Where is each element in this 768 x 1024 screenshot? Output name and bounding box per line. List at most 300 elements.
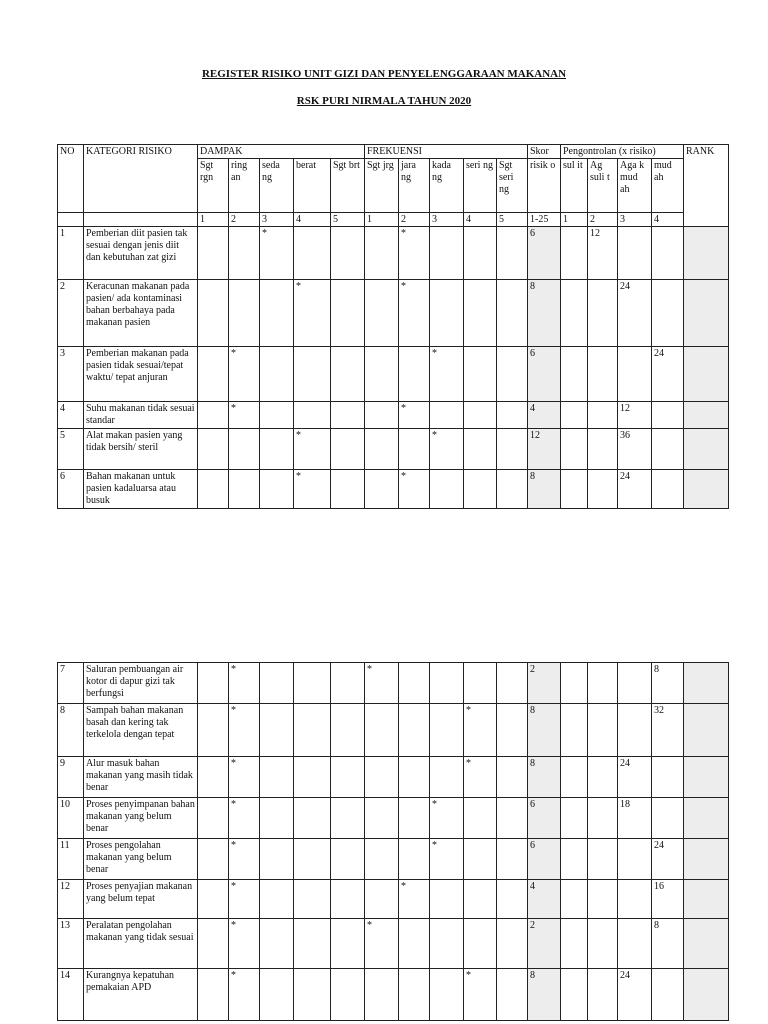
row-rank	[684, 347, 729, 402]
row-no: 13	[58, 919, 84, 969]
kontrol-value: 24	[618, 470, 652, 509]
kontrol-sub-1: sul it	[561, 159, 588, 213]
dampak-sub-2: ring an	[229, 159, 260, 213]
row-kategori: Sampah bahan makanan basah dan kering tak terkelola dengan tepat	[84, 704, 198, 757]
kontrol-cell	[588, 704, 618, 757]
row-no: 7	[58, 663, 84, 704]
dampak-cell	[331, 839, 365, 880]
kontrol-cell	[588, 280, 618, 347]
kontrol-cell	[588, 880, 618, 919]
kontrol-cell	[561, 839, 588, 880]
row-kategori: Suhu makanan tidak sesuai standar	[84, 402, 198, 429]
row-rank	[684, 429, 729, 470]
frekuensi-cell	[464, 347, 497, 402]
frekuensi-cell	[464, 880, 497, 919]
row-rank	[684, 880, 729, 919]
dampak-cell	[229, 429, 260, 470]
frekuensi-cell	[430, 969, 464, 1021]
header-row-numbers	[58, 213, 729, 227]
row-rank	[684, 919, 729, 969]
frekuensi-cell	[399, 839, 430, 880]
frekuensi-cell	[497, 470, 528, 509]
dampak-mark: *	[229, 798, 260, 839]
row-no: 1	[58, 227, 84, 280]
frekuensi-cell	[430, 280, 464, 347]
row-kategori: Kurangnya kepatuhan pemakaian APD	[84, 969, 198, 1021]
kontrol-cell	[561, 227, 588, 280]
frekuensi-cell	[497, 919, 528, 969]
dampak-cell	[331, 969, 365, 1021]
kontrol-cell	[618, 839, 652, 880]
frekuensi-cell	[365, 969, 399, 1021]
frekuensi-cell	[365, 227, 399, 280]
frekuensi-sub-4: seri ng	[464, 159, 497, 213]
frekuensi-num-1: 1	[365, 213, 399, 227]
row-skor: 8	[528, 280, 561, 347]
frekuensi-sub-5: Sgt seri ng	[497, 159, 528, 213]
dampak-cell	[331, 227, 365, 280]
kontrol-cell	[652, 757, 684, 798]
kontrol-cell	[561, 347, 588, 402]
row-rank	[684, 227, 729, 280]
dampak-cell	[331, 880, 365, 919]
dampak-num-4: 4	[294, 213, 331, 227]
kontrol-value: 12	[618, 402, 652, 429]
row-skor: 6	[528, 347, 561, 402]
row-rank	[684, 663, 729, 704]
table-row	[58, 880, 729, 919]
skor-range: 1-25	[528, 213, 561, 227]
dampak-sub-1: Sgt rgn	[198, 159, 229, 213]
frekuensi-cell	[497, 839, 528, 880]
row-skor: 6	[528, 798, 561, 839]
dampak-num-5: 5	[331, 213, 365, 227]
table-row	[58, 280, 729, 347]
row-skor: 4	[528, 880, 561, 919]
dampak-cell	[260, 839, 294, 880]
kontrol-value: 24	[652, 839, 684, 880]
dampak-cell	[229, 227, 260, 280]
row-rank	[684, 704, 729, 757]
frekuensi-cell	[399, 429, 430, 470]
dampak-cell	[198, 880, 229, 919]
dampak-cell	[260, 347, 294, 402]
frekuensi-sub-2: jara ng	[399, 159, 430, 213]
table-row	[58, 798, 729, 839]
dampak-cell	[260, 470, 294, 509]
dampak-cell	[294, 798, 331, 839]
kontrol-cell	[652, 798, 684, 839]
dampak-mark: *	[229, 839, 260, 880]
dampak-mark: *	[294, 280, 331, 347]
frekuensi-cell	[497, 757, 528, 798]
row-rank	[684, 969, 729, 1021]
frekuensi-mark: *	[365, 663, 399, 704]
row-no: 6	[58, 470, 84, 509]
kontrol-cell	[618, 227, 652, 280]
frekuensi-cell	[497, 429, 528, 470]
frekuensi-num-3: 3	[430, 213, 464, 227]
frekuensi-cell	[399, 757, 430, 798]
frekuensi-cell	[497, 227, 528, 280]
dampak-mark: *	[229, 663, 260, 704]
frekuensi-cell	[497, 880, 528, 919]
dampak-num-3: 3	[260, 213, 294, 227]
dampak-cell	[198, 757, 229, 798]
kontrol-cell	[588, 969, 618, 1021]
dampak-mark: *	[294, 429, 331, 470]
kontrol-value: 18	[618, 798, 652, 839]
dampak-cell	[198, 347, 229, 402]
dampak-cell	[260, 919, 294, 969]
document-title: REGISTER RISIKO UNIT GIZI DAN PENYELENGGARAAN MAKANAN	[201, 68, 567, 80]
dampak-cell	[294, 663, 331, 704]
table-row	[58, 429, 729, 470]
frekuensi-num-2: 2	[399, 213, 430, 227]
dampak-cell	[198, 227, 229, 280]
dampak-cell	[260, 280, 294, 347]
frekuensi-cell	[430, 402, 464, 429]
document-subtitle: RSK PURI NIRMALA TAHUN 2020	[296, 95, 472, 107]
dampak-cell	[260, 757, 294, 798]
kontrol-cell	[652, 470, 684, 509]
frekuensi-mark: *	[464, 704, 497, 757]
dampak-cell	[198, 280, 229, 347]
frekuensi-mark: *	[464, 757, 497, 798]
frekuensi-cell	[464, 663, 497, 704]
dampak-mark: *	[229, 919, 260, 969]
row-rank	[684, 470, 729, 509]
header-rank: RANK	[684, 145, 729, 227]
dampak-cell	[198, 839, 229, 880]
frekuensi-cell	[430, 757, 464, 798]
kontrol-cell	[561, 798, 588, 839]
dampak-cell	[331, 704, 365, 757]
dampak-cell	[294, 880, 331, 919]
header-row-groups	[58, 145, 729, 159]
dampak-num-1: 1	[198, 213, 229, 227]
row-skor: 12	[528, 429, 561, 470]
frekuensi-mark: *	[464, 969, 497, 1021]
dampak-cell	[331, 663, 365, 704]
dampak-mark: *	[229, 347, 260, 402]
kontrol-cell	[618, 347, 652, 402]
frekuensi-cell	[497, 347, 528, 402]
frekuensi-cell	[399, 704, 430, 757]
kontrol-value: 8	[652, 663, 684, 704]
frekuensi-cell	[365, 880, 399, 919]
kontrol-cell	[618, 919, 652, 969]
frekuensi-cell	[365, 347, 399, 402]
risk-register-table-part1	[57, 144, 729, 509]
kontrol-cell	[588, 757, 618, 798]
row-rank	[684, 757, 729, 798]
row-kategori: Peralatan pengolahan makanan yang tidak sesuai	[84, 919, 198, 969]
kontrol-cell	[652, 402, 684, 429]
kontrol-cell	[588, 798, 618, 839]
row-no: 2	[58, 280, 84, 347]
row-no: 9	[58, 757, 84, 798]
dampak-cell	[331, 402, 365, 429]
row-skor: 6	[528, 227, 561, 280]
frekuensi-cell	[464, 798, 497, 839]
kontrol-cell	[561, 429, 588, 470]
dampak-num-2: 2	[229, 213, 260, 227]
kontrol-value: 24	[618, 969, 652, 1021]
frekuensi-mark: *	[430, 347, 464, 402]
dampak-cell	[294, 704, 331, 757]
frekuensi-cell	[430, 880, 464, 919]
header-kategori: KATEGORI RISIKO	[84, 145, 198, 213]
kontrol-value: 32	[652, 704, 684, 757]
header-no: NO	[58, 145, 84, 213]
kontrol-cell	[588, 347, 618, 402]
frekuensi-cell	[464, 839, 497, 880]
row-rank	[684, 798, 729, 839]
frekuensi-cell	[399, 798, 430, 839]
kontrol-cell	[588, 429, 618, 470]
table-row	[58, 347, 729, 402]
frekuensi-cell	[497, 280, 528, 347]
row-skor: 6	[528, 839, 561, 880]
risk-register-table-part2	[57, 662, 729, 1021]
dampak-mark: *	[229, 969, 260, 1021]
row-skor: 8	[528, 470, 561, 509]
dampak-cell	[229, 470, 260, 509]
dampak-cell	[198, 704, 229, 757]
row-kategori: Alur masuk bahan makanan yang masih tidak benar	[84, 757, 198, 798]
blank-cell	[84, 213, 198, 227]
kontrol-cell	[588, 470, 618, 509]
header-pengontrolan: Pengontrolan (x risiko)	[561, 145, 684, 159]
kontrol-sub-4: mud ah	[652, 159, 684, 213]
frekuensi-num-5: 5	[497, 213, 528, 227]
frekuensi-cell	[399, 663, 430, 704]
dampak-cell	[331, 757, 365, 798]
frekuensi-cell	[430, 704, 464, 757]
row-kategori: Proses penyimpanan bahan makanan yang belum benar	[84, 798, 198, 839]
kontrol-num-4: 4	[652, 213, 684, 227]
row-no: 8	[58, 704, 84, 757]
dampak-cell	[294, 757, 331, 798]
dampak-sub-5: Sgt brt	[331, 159, 365, 213]
dampak-cell	[331, 470, 365, 509]
kontrol-cell	[652, 227, 684, 280]
table-row	[58, 919, 729, 969]
row-kategori: Proses penyajian makanan yang belum tepat	[84, 880, 198, 919]
row-kategori: Proses pengolahan makanan yang belum benar	[84, 839, 198, 880]
row-kategori: Bahan makanan untuk pasien kadaluarsa atau busuk	[84, 470, 198, 509]
kontrol-cell	[618, 880, 652, 919]
dampak-sub-4: berat	[294, 159, 331, 213]
kontrol-cell	[561, 402, 588, 429]
row-kategori: Pemberian diit pasien tak sesuai dengan jenis diit dan kebutuhan zat gizi	[84, 227, 198, 280]
frekuensi-cell	[464, 280, 497, 347]
row-no: 10	[58, 798, 84, 839]
kontrol-cell	[588, 839, 618, 880]
row-no: 4	[58, 402, 84, 429]
frekuensi-cell	[497, 663, 528, 704]
dampak-cell	[331, 280, 365, 347]
row-skor: 8	[528, 704, 561, 757]
row-no: 5	[58, 429, 84, 470]
kontrol-value: 8	[652, 919, 684, 969]
table-row	[58, 227, 729, 280]
header-skor: Skor	[528, 145, 561, 159]
frekuensi-mark: *	[430, 429, 464, 470]
dampak-cell	[198, 429, 229, 470]
dampak-cell	[294, 402, 331, 429]
row-rank	[684, 839, 729, 880]
kontrol-value: 36	[618, 429, 652, 470]
dampak-mark: *	[229, 704, 260, 757]
row-kategori: Saluran pembuangan air kotor di dapur gizi tak berfungsi	[84, 663, 198, 704]
row-no: 14	[58, 969, 84, 1021]
frekuensi-mark: *	[399, 880, 430, 919]
dampak-cell	[260, 969, 294, 1021]
row-kategori: Alat makan pasien yang tidak bersih/ steril	[84, 429, 198, 470]
dampak-cell	[260, 880, 294, 919]
dampak-cell	[198, 798, 229, 839]
frekuensi-cell	[365, 402, 399, 429]
kontrol-cell	[561, 280, 588, 347]
row-kategori: Pemberian makanan pada pasien tidak sesuai/tepat waktu/ tepat anjuran	[84, 347, 198, 402]
frekuensi-cell	[497, 402, 528, 429]
dampak-cell	[294, 919, 331, 969]
frekuensi-cell	[365, 429, 399, 470]
dampak-cell	[260, 798, 294, 839]
kontrol-value: 16	[652, 880, 684, 919]
frekuensi-cell	[365, 757, 399, 798]
kontrol-cell	[561, 470, 588, 509]
row-rank	[684, 280, 729, 347]
table-row	[58, 704, 729, 757]
dampak-cell	[198, 969, 229, 1021]
dampak-cell	[198, 919, 229, 969]
kontrol-cell	[561, 919, 588, 969]
kontrol-num-3: 3	[618, 213, 652, 227]
kontrol-cell	[652, 429, 684, 470]
kontrol-cell	[618, 663, 652, 704]
kontrol-cell	[561, 663, 588, 704]
dampak-cell	[331, 798, 365, 839]
skor-sub: risik o	[528, 159, 561, 213]
frekuensi-cell	[464, 429, 497, 470]
frekuensi-num-4: 4	[464, 213, 497, 227]
dampak-cell	[331, 429, 365, 470]
frekuensi-cell	[365, 470, 399, 509]
kontrol-value: 24	[652, 347, 684, 402]
dampak-cell	[229, 280, 260, 347]
dampak-mark: *	[229, 880, 260, 919]
frekuensi-cell	[497, 798, 528, 839]
dampak-mark: *	[260, 227, 294, 280]
table-row	[58, 839, 729, 880]
kontrol-cell	[561, 880, 588, 919]
row-skor: 8	[528, 969, 561, 1021]
frekuensi-mark: *	[430, 839, 464, 880]
dampak-cell	[294, 227, 331, 280]
kontrol-cell	[561, 757, 588, 798]
table-row	[58, 663, 729, 704]
dampak-mark: *	[229, 402, 260, 429]
frekuensi-cell	[430, 470, 464, 509]
kontrol-cell	[588, 402, 618, 429]
table-row	[58, 402, 729, 429]
kontrol-sub-2: Ag suli t	[588, 159, 618, 213]
kontrol-value: 12	[588, 227, 618, 280]
frekuensi-cell	[399, 969, 430, 1021]
row-no: 11	[58, 839, 84, 880]
dampak-mark: *	[294, 470, 331, 509]
kontrol-cell	[588, 663, 618, 704]
kontrol-value: 24	[618, 757, 652, 798]
dampak-cell	[294, 969, 331, 1021]
row-kategori: Keracunan makanan pada pasien/ ada kontaminasi bahan berbahaya pada makanan pasien	[84, 280, 198, 347]
dampak-mark: *	[229, 757, 260, 798]
frekuensi-cell	[497, 704, 528, 757]
dampak-cell	[294, 347, 331, 402]
dampak-cell	[331, 347, 365, 402]
dampak-cell	[198, 470, 229, 509]
frekuensi-mark: *	[399, 227, 430, 280]
dampak-cell	[198, 663, 229, 704]
frekuensi-cell	[399, 347, 430, 402]
dampak-cell	[260, 402, 294, 429]
table-row	[58, 757, 729, 798]
frekuensi-cell	[365, 704, 399, 757]
frekuensi-mark: *	[365, 919, 399, 969]
kontrol-sub-3: Aga k mud ah	[618, 159, 652, 213]
dampak-cell	[260, 429, 294, 470]
table-row	[58, 470, 729, 509]
frekuensi-cell	[399, 919, 430, 969]
kontrol-cell	[588, 919, 618, 969]
row-skor: 8	[528, 757, 561, 798]
frekuensi-cell	[430, 919, 464, 969]
kontrol-cell	[652, 280, 684, 347]
frekuensi-cell	[365, 798, 399, 839]
dampak-cell	[260, 704, 294, 757]
blank-cell	[58, 213, 84, 227]
frekuensi-sub-3: kada ng	[430, 159, 464, 213]
row-skor: 4	[528, 402, 561, 429]
frekuensi-cell	[464, 227, 497, 280]
kontrol-value: 24	[618, 280, 652, 347]
frekuensi-mark: *	[399, 402, 430, 429]
header-dampak: DAMPAK	[198, 145, 365, 159]
frekuensi-cell	[497, 969, 528, 1021]
row-no: 12	[58, 880, 84, 919]
frekuensi-cell	[430, 663, 464, 704]
header-frekuensi: FREKUENSI	[365, 145, 528, 159]
dampak-sub-3: seda ng	[260, 159, 294, 213]
frekuensi-cell	[365, 280, 399, 347]
frekuensi-cell	[430, 227, 464, 280]
dampak-cell	[331, 919, 365, 969]
kontrol-num-2: 2	[588, 213, 618, 227]
kontrol-cell	[561, 969, 588, 1021]
kontrol-cell	[652, 969, 684, 1021]
frekuensi-sub-1: Sgt jrg	[365, 159, 399, 213]
row-skor: 2	[528, 663, 561, 704]
frekuensi-cell	[464, 402, 497, 429]
frekuensi-mark: *	[399, 280, 430, 347]
kontrol-num-1: 1	[561, 213, 588, 227]
dampak-cell	[260, 663, 294, 704]
dampak-cell	[294, 839, 331, 880]
frekuensi-mark: *	[399, 470, 430, 509]
